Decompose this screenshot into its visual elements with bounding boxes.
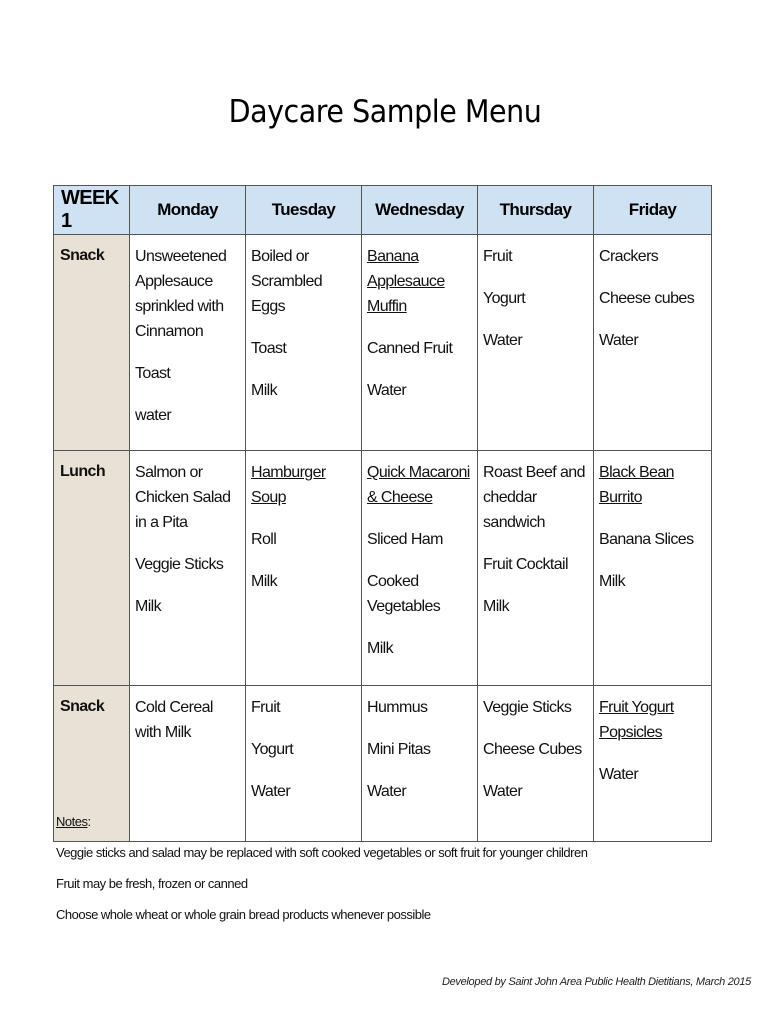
notes-label: Notes bbox=[56, 814, 88, 829]
menu-item: Fruit Cocktail bbox=[483, 556, 568, 573]
menu-item: Milk bbox=[251, 573, 278, 590]
menu-item: Mini Pitas bbox=[367, 741, 431, 758]
recipe-link[interactable]: Banana Applesauce Muffin bbox=[367, 248, 445, 315]
header-row bbox=[54, 186, 712, 235]
menu-item: Water bbox=[599, 766, 639, 783]
menu-cell bbox=[362, 235, 478, 451]
menu-item: Milk bbox=[135, 598, 162, 615]
menu-item: Yogurt bbox=[483, 290, 526, 307]
meal-label: Lunch bbox=[54, 451, 130, 686]
menu-cell bbox=[594, 451, 712, 686]
menu-item: Cheese cubes bbox=[599, 290, 695, 307]
menu-item: Yogurt bbox=[251, 741, 294, 758]
menu-item: Cheese Cubes bbox=[483, 741, 582, 758]
menu-item: Milk bbox=[483, 598, 510, 615]
day-header-tuesday: Tuesday bbox=[246, 186, 362, 235]
menu-cell bbox=[478, 235, 594, 451]
menu-item: Banana Slices bbox=[599, 531, 694, 548]
recipe-link[interactable]: Fruit Yogurt Popsicles bbox=[599, 699, 674, 741]
note-line: Fruit may be fresh, frozen or canned bbox=[56, 876, 248, 891]
menu-item: Milk bbox=[599, 573, 626, 590]
menu-item: Crackers bbox=[599, 248, 659, 265]
day-header-wednesday: Wednesday bbox=[362, 186, 478, 235]
menu-table bbox=[53, 185, 712, 842]
recipe-link[interactable]: Quick Macaroni & Cheese bbox=[367, 464, 470, 506]
meal-row-lunch bbox=[54, 451, 712, 686]
menu-item: Water bbox=[483, 783, 523, 800]
menu-cell bbox=[246, 235, 362, 451]
menu-item: Water bbox=[251, 783, 291, 800]
menu-item: Veggie Sticks bbox=[483, 699, 572, 716]
menu-item: Water bbox=[599, 332, 639, 349]
menu-cell bbox=[130, 451, 246, 686]
menu-cell bbox=[594, 686, 712, 842]
menu-cell bbox=[246, 451, 362, 686]
menu-item: Toast bbox=[135, 365, 171, 382]
menu-item: Water bbox=[367, 382, 407, 399]
menu-item: Roll bbox=[251, 531, 277, 548]
menu-item: Veggie Sticks bbox=[135, 556, 224, 573]
menu-item: Unsweetened Applesauce sprinkled with Cinnamon bbox=[135, 248, 227, 340]
note-line: Veggie sticks and salad may be replaced with soft cooked vegetables or soft fruit for younger children bbox=[56, 845, 588, 860]
menu-item: Canned Fruit bbox=[367, 340, 453, 357]
recipe-link[interactable]: Hamburger Soup bbox=[251, 464, 326, 506]
menu-item: Milk bbox=[367, 640, 394, 657]
menu-item: Cooked Vegetables bbox=[367, 573, 441, 615]
menu-item: Toast bbox=[251, 340, 287, 357]
menu-item: Hummus bbox=[367, 699, 428, 716]
meal-row-morning-snack bbox=[54, 235, 712, 451]
meal-label: Snack bbox=[54, 686, 130, 842]
menu-item: Fruit bbox=[251, 699, 281, 716]
notes-heading bbox=[56, 814, 587, 845]
menu-cell bbox=[362, 451, 478, 686]
menu-item: Sliced Ham bbox=[367, 531, 443, 548]
menu-cell bbox=[594, 235, 712, 451]
day-header-friday: Friday bbox=[594, 186, 712, 235]
week-label: WEEK 1 bbox=[54, 186, 130, 235]
menu-item: Fruit bbox=[483, 248, 513, 265]
notes-section bbox=[56, 814, 587, 938]
menu-item: Boiled or Scrambled Eggs bbox=[251, 248, 323, 315]
note-line: Choose whole wheat or whole grain bread products whenever possible bbox=[56, 907, 431, 922]
menu-item: Salmon or Chicken Salad in a Pita bbox=[135, 464, 231, 531]
page-title: Daycare Sample Menu bbox=[228, 94, 542, 130]
menu-item: Milk bbox=[251, 382, 278, 399]
menu-item: Roast Beef and cheddar sandwich bbox=[483, 464, 585, 531]
menu-item: Water bbox=[367, 783, 407, 800]
menu-cell bbox=[478, 451, 594, 686]
menu-item: Water bbox=[483, 332, 523, 349]
notes-colon: : bbox=[87, 814, 91, 829]
footer-credit: Developed by Saint John Area Public Health Dietitians, March 2015 bbox=[441, 976, 751, 988]
day-header-thursday: Thursday bbox=[478, 186, 594, 235]
day-header-monday: Monday bbox=[130, 186, 246, 235]
meal-label: Snack bbox=[54, 235, 130, 451]
recipe-link[interactable]: Black Bean Burrito bbox=[599, 464, 674, 506]
menu-cell bbox=[130, 235, 246, 451]
menu-item: Cold Cereal with Milk bbox=[135, 699, 213, 741]
menu-item: water bbox=[135, 407, 172, 424]
